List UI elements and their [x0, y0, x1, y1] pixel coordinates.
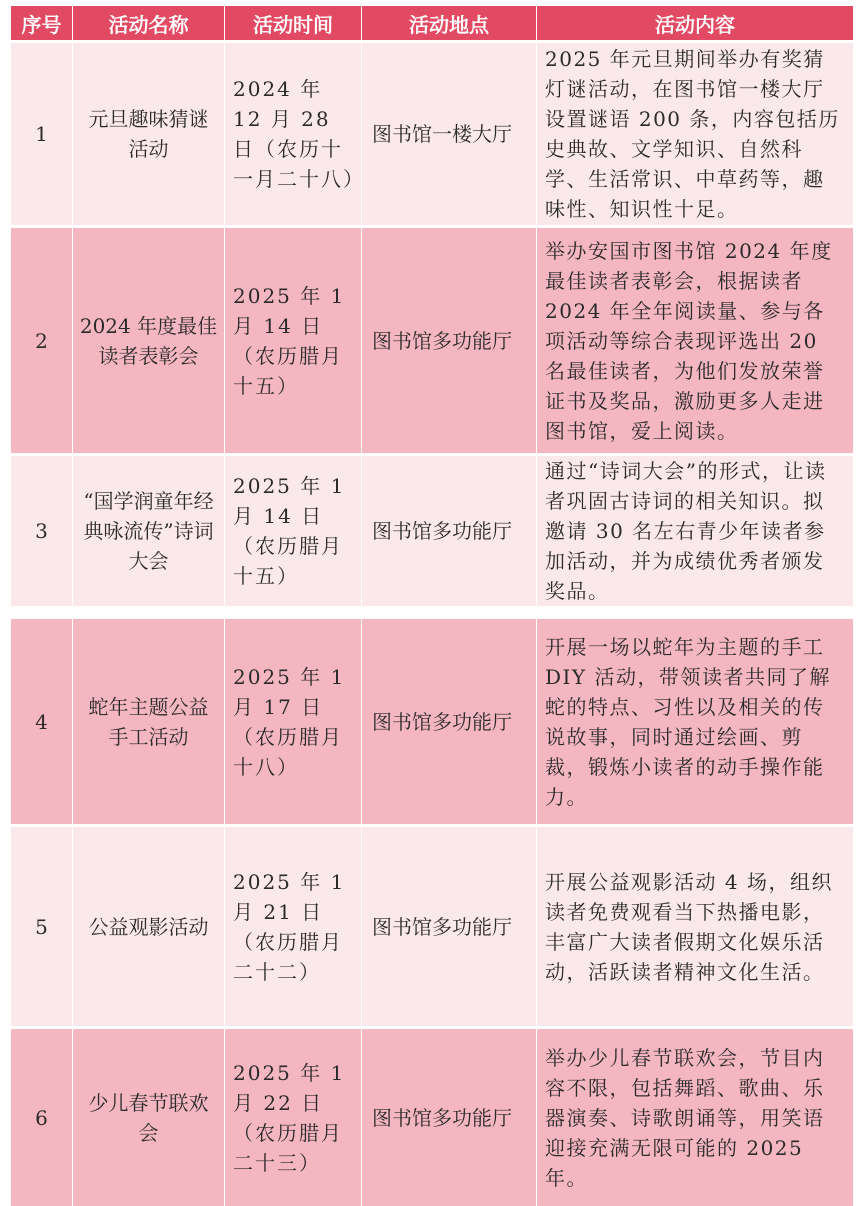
- header-activity-place: 活动地点: [362, 6, 537, 40]
- activity-table-wrapper: [11, 6, 853, 1206]
- row-activity-content: 开展公益观影活动 4 场，组织读者免费观看当下热播电影，丰富广大读者假期文化娱乐活动，活跃读者精神文化生活。: [537, 824, 853, 1026]
- table-row: [11, 40, 853, 225]
- row-activity-place: 图书馆多功能厅: [362, 453, 537, 606]
- row-activity-name: 蛇年主题公益手工活动: [73, 616, 225, 824]
- row-activity-content: 通过“诗词大会”的形式，让读者巩固古诗词的相关知识。拟邀请 30 名左右青少年读者参加活动，并为成绩优秀者颁发奖品。: [537, 453, 853, 606]
- row-activity-name: 2024 年度最佳读者表彰会: [73, 225, 225, 453]
- table-header-row: [11, 6, 853, 40]
- table-row: [11, 453, 853, 606]
- row-activity-place: 图书馆多功能厅: [362, 824, 537, 1026]
- row-number: 4: [11, 616, 73, 824]
- row-activity-place: 图书馆多功能厅: [362, 225, 537, 453]
- row-activity-content: 2025 年元旦期间举办有奖猜灯谜活动，在图书馆一楼大厅设置谜语 200 条，内容包括历史典故、文学知识、自然科学、生活常识、中草药等，趣味性、知识性十足。: [537, 40, 853, 225]
- row-activity-content: 举办安国市图书馆 2024 年度最佳读者表彰会，根据读者 2024 年全年阅读量、参与各项活动等综合表现评选出 20 名最佳读者，为他们发放荣誉证书及奖品，激励更多人走进图书馆，爱上阅读。: [537, 225, 853, 453]
- header-activity-name: 活动名称: [73, 6, 225, 40]
- row-activity-name: 少儿春节联欢会: [73, 1026, 225, 1206]
- row-number: 1: [11, 40, 73, 225]
- row-activity-time: 2025 年 1 月 21 日（农历腊月二十二）: [225, 824, 362, 1026]
- activity-table: [11, 6, 853, 1206]
- row-activity-name: 元旦趣味猜谜活动: [73, 40, 225, 225]
- row-activity-name: “国学润童年经典咏流传”诗词大会: [73, 453, 225, 606]
- table-row: [11, 616, 853, 824]
- row-activity-time: 2025 年 1 月 14 日（农历腊月十五）: [225, 453, 362, 606]
- row-activity-content: 举办少儿春节联欢会，节目内容不限，包括舞蹈、歌曲、乐器演奏、诗歌朗诵等，用笑语迎接充满无限可能的 2025 年。: [537, 1026, 853, 1206]
- table-row: [11, 225, 853, 453]
- row-activity-name: 公益观影活动: [73, 824, 225, 1026]
- header-number: 序号: [11, 6, 73, 40]
- row-activity-time: 2024 年 12 月 28 日（农历十一月二十八）: [225, 40, 362, 225]
- row-number: 2: [11, 225, 73, 453]
- row-activity-place: 图书馆多功能厅: [362, 1026, 537, 1206]
- row-spacer: [11, 606, 853, 616]
- header-activity-time: 活动时间: [225, 6, 362, 40]
- row-activity-place: 图书馆多功能厅: [362, 616, 537, 824]
- row-activity-time: 2025 年 1 月 22 日（农历腊月二十三）: [225, 1026, 362, 1206]
- spacer-cell: [11, 606, 853, 616]
- row-number: 3: [11, 453, 73, 606]
- header-activity-content: 活动内容: [537, 6, 853, 40]
- row-activity-time: 2025 年 1 月 14 日（农历腊月十五）: [225, 225, 362, 453]
- row-number: 5: [11, 824, 73, 1026]
- row-activity-content: 开展一场以蛇年为主题的手工 DIY 活动，带领读者共同了解蛇的特点、习性以及相关的传说故事，同时通过绘画、剪裁，锻炼小读者的动手操作能力。: [537, 616, 853, 824]
- row-number: 6: [11, 1026, 73, 1206]
- row-activity-time: 2025 年 1 月 17 日（农历腊月十八）: [225, 616, 362, 824]
- row-activity-place: 图书馆一楼大厅: [362, 40, 537, 225]
- table-row: [11, 1026, 853, 1206]
- table-row: [11, 824, 853, 1026]
